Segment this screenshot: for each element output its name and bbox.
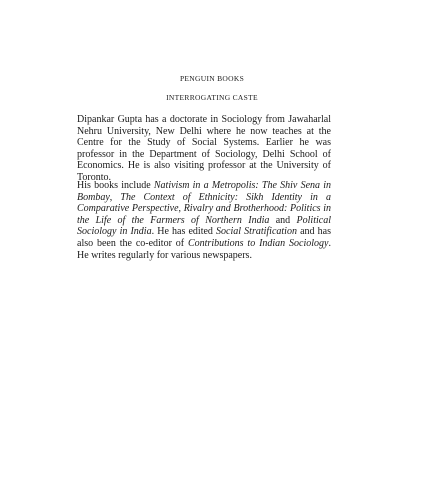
books-end-text: . He writes regularly for various newspapers.	[77, 237, 331, 261]
book-title: INTERROGATING CASTE	[166, 93, 258, 102]
author-bio-paragraph	[77, 114, 331, 184]
book-title-social-stratification: Social Stratification	[216, 226, 297, 238]
books-mid-text-2: and has also been the co-editor of	[77, 226, 331, 249]
separator-text: ,	[178, 203, 184, 215]
author-bio-text: Dipankar Gupta has a doctorate in Sociology from Jawaharlal Nehru University, New Delhi where he now teaches at the Centre for the Study of Social Systems. Earlier he was professor in the Department of Sociology, Delhi School of Economics. He is also visiting professor at the University of Toronto.	[77, 114, 331, 183]
separator-text: ,	[109, 191, 121, 203]
separator-text: and	[269, 214, 297, 226]
books-intro-text: His books include	[77, 180, 154, 191]
publisher-name: PENGUIN BOOKS	[179, 74, 245, 83]
author-books-paragraph	[77, 180, 331, 261]
book-title-nativism: Nativism in a Metropolis: The Shiv Sena in Bombay	[77, 180, 331, 203]
books-mid-text: . He has edited	[151, 226, 217, 238]
book-title-context-of-ethnicity: The Context of Ethnicity: Sikh Identity in a Comparative Perspective	[77, 191, 331, 215]
book-title-political-sociology: Political Sociology in India	[77, 214, 331, 238]
journal-title-contributions: Contributions to Indian Sociology	[187, 237, 329, 249]
book-title-rivalry-and-brotherhood: Rivalry and Brotherhood: Politics in the Life of the Farmers of Northern India	[77, 203, 332, 226]
